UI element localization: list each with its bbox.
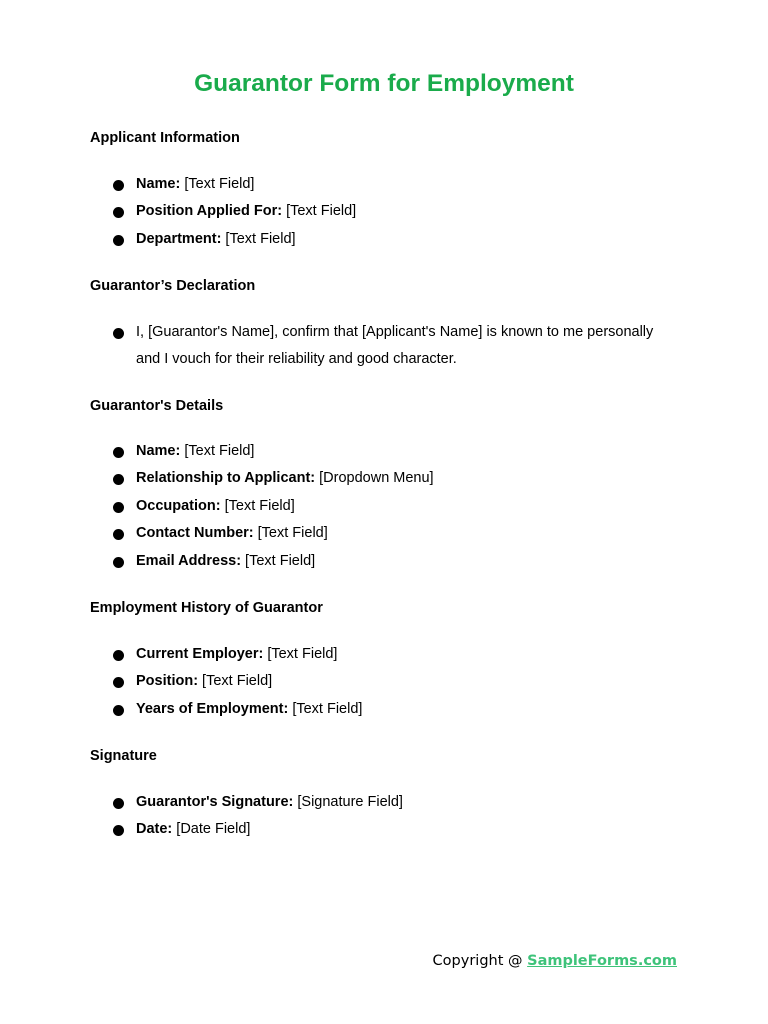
field-label: Occupation:: [136, 497, 221, 514]
copyright-text: Copyright @: [432, 953, 528, 969]
field-label: Name:: [136, 176, 181, 192]
applicant-information-list: [0, 171, 768, 253]
text-field[interactable]: [Text Field]: [263, 646, 338, 662]
text-field[interactable]: [Text Field]: [220, 497, 295, 514]
list-item: [0, 226, 768, 253]
list-item: [0, 696, 768, 723]
text-field[interactable]: [Text Field]: [198, 673, 273, 690]
field-label: Relationship to Applicant:: [136, 470, 316, 487]
bullet-icon: [113, 235, 124, 246]
list-item: [0, 520, 768, 547]
field-label: Years of Employment:: [136, 700, 289, 717]
declaration-statement: [0, 319, 768, 374]
list-item: [0, 641, 768, 668]
page-title: Guarantor Form for Employment: [194, 70, 574, 97]
text-field[interactable]: [Text Field]: [180, 176, 255, 192]
field-label: Department:: [136, 230, 222, 247]
bullet-icon: [113, 180, 124, 191]
bullet-icon: [113, 207, 124, 218]
bullet-icon: [113, 328, 124, 339]
date-field[interactable]: [Date Field]: [172, 821, 251, 838]
section-heading-guarantor-details: Guarantor's Details: [90, 398, 224, 414]
list-item: [0, 668, 768, 695]
list-item: [0, 789, 768, 816]
section-heading-applicant-information: Applicant Information: [90, 130, 240, 146]
section-heading-signature: Signature: [90, 748, 157, 764]
text-field[interactable]: [Text Field]: [282, 203, 357, 220]
text-field[interactable]: [Text Field]: [253, 525, 328, 542]
list-item: [0, 438, 768, 465]
declaration-list: [0, 319, 768, 374]
bullet-icon: [113, 502, 124, 513]
bullet-icon: [113, 650, 124, 661]
bullet-icon: [113, 825, 124, 836]
bullet-icon: [113, 529, 124, 540]
employment-history-list: [0, 641, 768, 723]
field-label: Position Applied For:: [136, 203, 283, 220]
text-field[interactable]: [Text Field]: [180, 443, 255, 459]
bullet-icon: [113, 677, 124, 688]
bullet-icon: [113, 557, 124, 568]
field-label: Position:: [136, 673, 199, 690]
bullet-icon: [113, 798, 124, 809]
text-field[interactable]: [Text Field]: [221, 230, 296, 247]
section-heading-guarantor-declaration: Guarantor’s Declaration: [90, 278, 256, 294]
field-label: Date:: [136, 821, 173, 838]
bullet-icon: [113, 447, 124, 458]
declaration-text: I, [Guarantor's Name], confirm that [Applicant's Name] is known to me personally and I vouch for their reliability and good character.: [136, 324, 654, 368]
field-label: Email Address:: [136, 552, 242, 569]
field-label: Name:: [136, 443, 181, 459]
signature-list: [0, 789, 768, 844]
text-field[interactable]: [Text Field]: [288, 700, 363, 717]
text-field[interactable]: [Text Field]: [241, 552, 316, 569]
sampleforms-link[interactable]: SampleForms.com: [527, 953, 677, 969]
list-item: [0, 548, 768, 575]
list-item: [0, 171, 768, 198]
bullet-icon: [113, 705, 124, 716]
bullet-icon: [113, 474, 124, 485]
list-item: [0, 816, 768, 843]
signature-field[interactable]: [Signature Field]: [293, 794, 403, 810]
list-item: [0, 198, 768, 225]
field-label: Contact Number:: [136, 525, 254, 542]
field-label: Guarantor's Signature:: [136, 794, 294, 810]
section-heading-employment-history: Employment History of Guarantor: [90, 600, 323, 616]
copyright-footer: [433, 951, 677, 971]
guarantor-details-list: [0, 438, 768, 575]
list-item: [0, 465, 768, 492]
field-label: Current Employer:: [136, 646, 264, 662]
list-item: [0, 493, 768, 520]
dropdown-menu[interactable]: [Dropdown Menu]: [315, 470, 434, 487]
